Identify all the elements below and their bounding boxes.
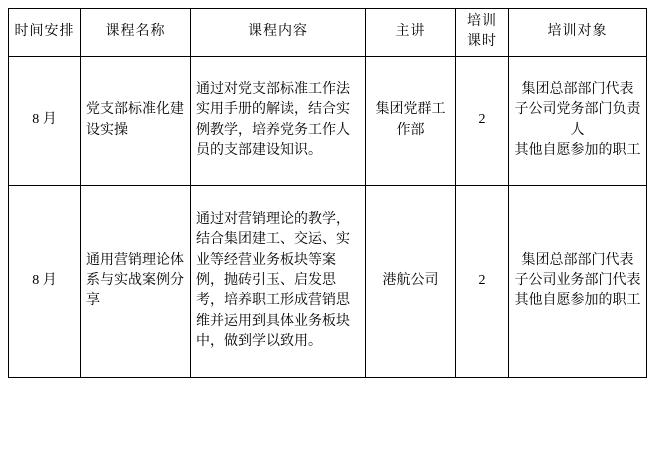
audience-line: 其他自愿参加的职工 bbox=[514, 142, 641, 158]
table-body bbox=[9, 56, 647, 377]
column-header-time: 时间安排 bbox=[9, 9, 81, 57]
cell-course-content: 通过对营销理论的教学，结合集团建工、交运、实业等经营业务板块等案例，抛砖引玉、启发思考，培养职工形成营销思维并运用到具体业务板块中，做到学以致用。 bbox=[191, 185, 366, 377]
audience-line: 子公司业务部门代表 bbox=[514, 272, 641, 288]
table-row bbox=[9, 185, 647, 377]
cell-hours: 2 bbox=[456, 56, 509, 185]
table-row bbox=[9, 56, 647, 185]
audience-line: 子公司党务部门负责人 bbox=[514, 102, 641, 138]
table-header bbox=[9, 9, 647, 57]
column-header-course-content: 课程内容 bbox=[191, 9, 366, 57]
column-header-hours: 培训课时 bbox=[456, 9, 509, 57]
audience-line: 集团总部部门代表 bbox=[521, 82, 634, 97]
cell-course-content: 通过对党支部标准工作法实用手册的解读，结合实例教学，培养党务工作人员的支部建设知识。 bbox=[191, 56, 366, 185]
cell-teacher: 港航公司 bbox=[366, 185, 456, 377]
table-header-row bbox=[9, 9, 647, 57]
audience-line: 其他自愿参加的职工 bbox=[514, 293, 641, 309]
cell-teacher: 集团党群工作部 bbox=[366, 56, 456, 185]
cell-course-name: 党支部标准化建设实操 bbox=[81, 56, 191, 185]
cell-time: 8 月 bbox=[9, 56, 81, 185]
cell-hours: 2 bbox=[456, 185, 509, 377]
document-page bbox=[0, 8, 654, 453]
column-header-audience: 培训对象 bbox=[509, 9, 647, 57]
training-schedule-table bbox=[8, 8, 647, 378]
cell-time: 8 月 bbox=[9, 185, 81, 377]
column-header-teacher: 主讲 bbox=[366, 9, 456, 57]
audience-line: 集团总部部门代表 bbox=[521, 252, 634, 268]
cell-audience bbox=[509, 185, 647, 377]
cell-course-name: 通用营销理论体系与实战案例分享 bbox=[81, 185, 191, 377]
column-header-course-name: 课程名称 bbox=[81, 9, 191, 57]
cell-audience bbox=[509, 56, 647, 185]
